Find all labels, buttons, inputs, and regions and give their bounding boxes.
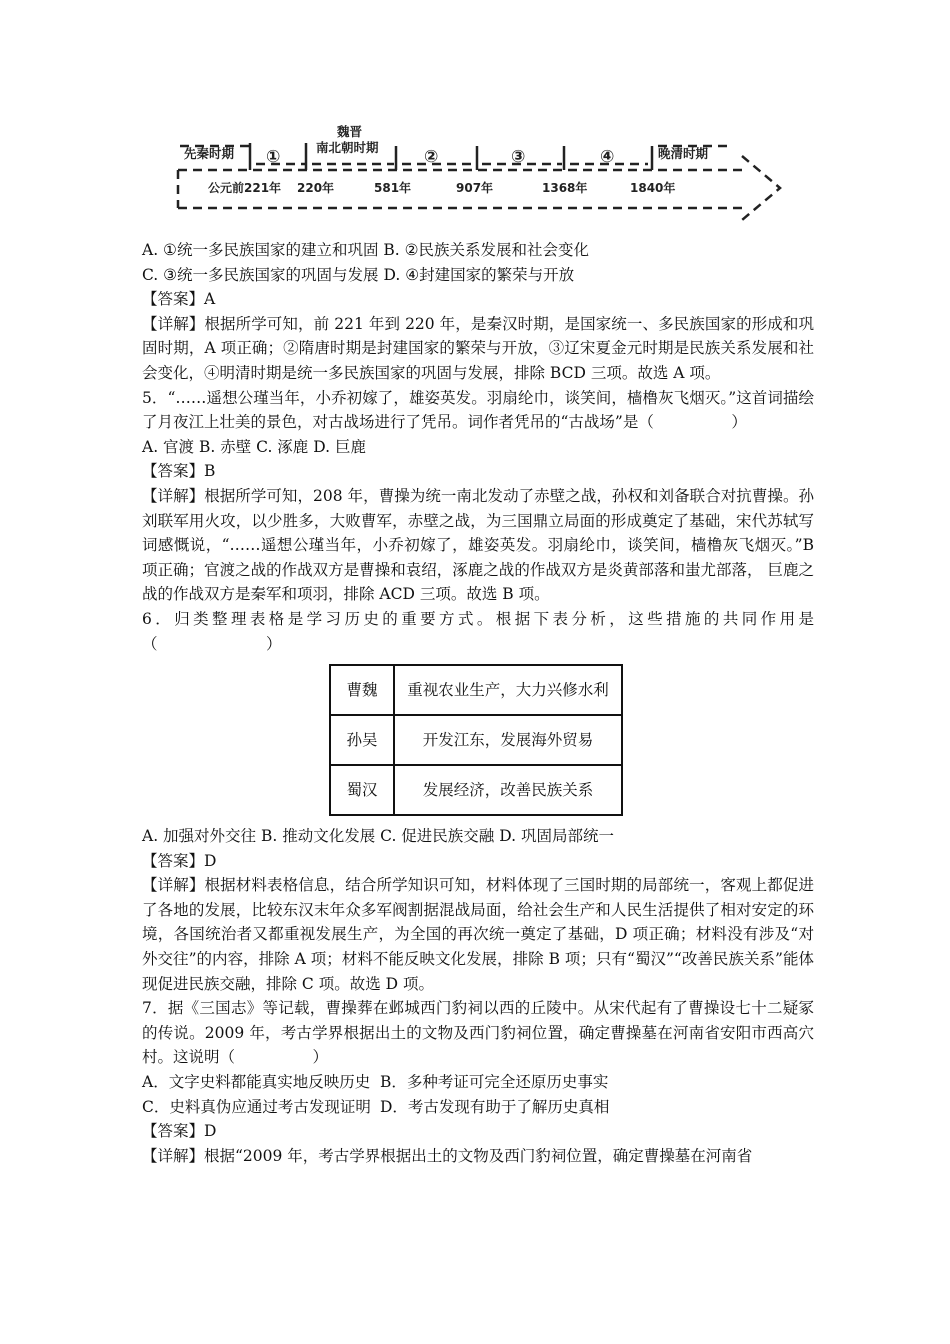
year-label-1368: 1368年 — [542, 181, 588, 195]
q4-analysis: 【详解】根据所学可知，前 221 年到 220 年，是秦汉时期，是国家统一、多民族国家的形成和巩固时期，A 项正确；②隋唐时期是封建国家的繁荣与开放，③辽宋夏金元时期是民族关系发展和社会变化，④明清时期是统一多民族国家的巩固与发展，排除 BCD 三项。故选 A 项。 — [142, 314, 814, 382]
q7-option-b: B．多种考证可完全还原历史事实 — [380, 1073, 609, 1092]
year-label-907: 907年 — [456, 181, 494, 195]
period-label-pre-qin: 先秦时期 — [184, 146, 235, 161]
period-label-wei-jin: 魏晋 — [337, 124, 363, 139]
table-row — [330, 665, 622, 715]
q7-option-a: A．文字史料都能真实地反映历史 — [142, 1073, 371, 1092]
measures-table — [329, 664, 623, 816]
table-cell-state: 孙吴 — [330, 715, 394, 765]
period-label-3: ③ — [511, 147, 526, 167]
q7-analysis: 【详解】根据“2009 年，考古学界根据出土的文物及西门豹祠位置，确定曹操墓在河南省 — [142, 1146, 753, 1165]
table-row — [330, 715, 622, 765]
period-label-4: ④ — [600, 147, 615, 167]
timeline-diagram — [172, 118, 792, 223]
period-label-late-qing: 晚清时期 — [658, 146, 709, 161]
timeline-svg — [172, 118, 792, 223]
period-label-1: ① — [266, 147, 281, 167]
q6-options: A. 加强对外交往 B. 推动文化发展 C. 促进民族交融 D. 巩固局部统一 — [142, 827, 614, 846]
q6-answer: 【答案】D — [142, 851, 217, 870]
q7-option-d: D．考古发现有助于了解历史真相 — [380, 1097, 610, 1116]
period-label-nanbei: 南北朝时期 — [316, 140, 379, 155]
table-cell-policy: 开发江东，发展海外贸易 — [394, 715, 622, 765]
year-label-581: 581年 — [374, 181, 412, 195]
table-row — [330, 765, 622, 815]
table-cell-state: 蜀汉 — [330, 765, 394, 815]
year-label-1840: 1840年 — [630, 181, 676, 195]
q5-stem: 5．“……遥想公瑾当年，小乔初嫁了，雄姿英发。羽扇纶巾，谈笑间，樯橹灰飞烟灭。”这首词描绘了月夜江上壮美的景色，对古战场进行了凭吊。词作者凭吊的“古战场”是（ ） — [142, 388, 814, 432]
q4-options-line-1: A. ①统一多民族国家的建立和巩固 B. ②民族关系发展和社会变化 — [142, 241, 590, 259]
q5-options: A. 官渡 B. 赤壁 C. 涿鹿 D. 巨鹿 — [142, 437, 366, 456]
year-label-221bc: 公元前221年 — [208, 181, 282, 195]
table-cell-state: 曹魏 — [330, 665, 394, 715]
q5-answer: 【答案】B — [142, 462, 216, 481]
q7-stem: 7．据《三国志》等记载，曹操葬在邺城西门豹祠以西的丘陵中。从宋代起有了曹操设七十二疑冢的传说。2009 年，考古学界根据出土的文物及西门豹祠位置，确定曹操墓在河南省安阳市西高穴村。这说明（ ） — [142, 999, 814, 1067]
timeline-arrow-head — [742, 156, 780, 220]
year-label-220: 220年 — [297, 181, 335, 195]
q7-option-c: C．史料真伪应通过考古发现证明 — [142, 1097, 371, 1116]
document-body — [142, 238, 814, 1168]
period-label-2: ② — [424, 147, 439, 167]
table-cell-policy: 重视农业生产，大力兴修水利 — [394, 665, 622, 715]
q6-analysis: 【详解】根据材料表格信息，结合所学知识可知，材料体现了三国时期的局部统一，客观上都促进了各地的发展，比较东汉末年众多军阀割据混战局面，给社会生产和人民生活提供了相对安定的环境，各国统治者又都重视发展生产，为全国的再次统一奠定了基础，D 项正确；材料没有涉及“对外交往”的内容，排除 A 项；材料不能反映文化发展，排除 B 项；只有“蜀汉”“改善民族关系”能体现促进民族交融，排除 C 项。故选 D 项。 — [142, 876, 814, 993]
q7-answer: 【答案】D — [142, 1122, 217, 1141]
q7-options-line-2 — [142, 1095, 814, 1120]
q5-analysis: 【详解】根据所学可知，208 年，曹操为统一南北发动了赤壁之战，孙权和刘备联合对抗曹操。孙刘联军用火攻，以少胜多，大败曹军，赤壁之战，为三国鼎立局面的形成奠定了基础，宋代苏轼写词感慨说，“……遥想公瑾当年，小乔初嫁了，雄姿英发。羽扇纶巾，谈笑间，樯橹灰飞烟灭。”B 项正确；官渡之战的作战双方是曹操和袁绍，涿鹿之战的作战双方是炎黄部落和蚩尤部落， 巨鹿之战的作战双方是秦军和项羽，排除 ACD 三项。故选 B 项。 — [142, 486, 814, 604]
q4-answer: 【答案】A — [142, 290, 216, 309]
q7-options-line-1 — [142, 1070, 814, 1095]
table-cell-policy: 发展经济，改善民族关系 — [394, 765, 622, 815]
q6-stem: 6．归类整理表格是学习历史的重要方式。根据下表分析，这些措施的共同作用是（ ） — [142, 609, 814, 653]
q4-options-line-2: C. ③统一多民族国家的巩固与发展 D. ④封建国家的繁荣与开放 — [142, 265, 575, 284]
